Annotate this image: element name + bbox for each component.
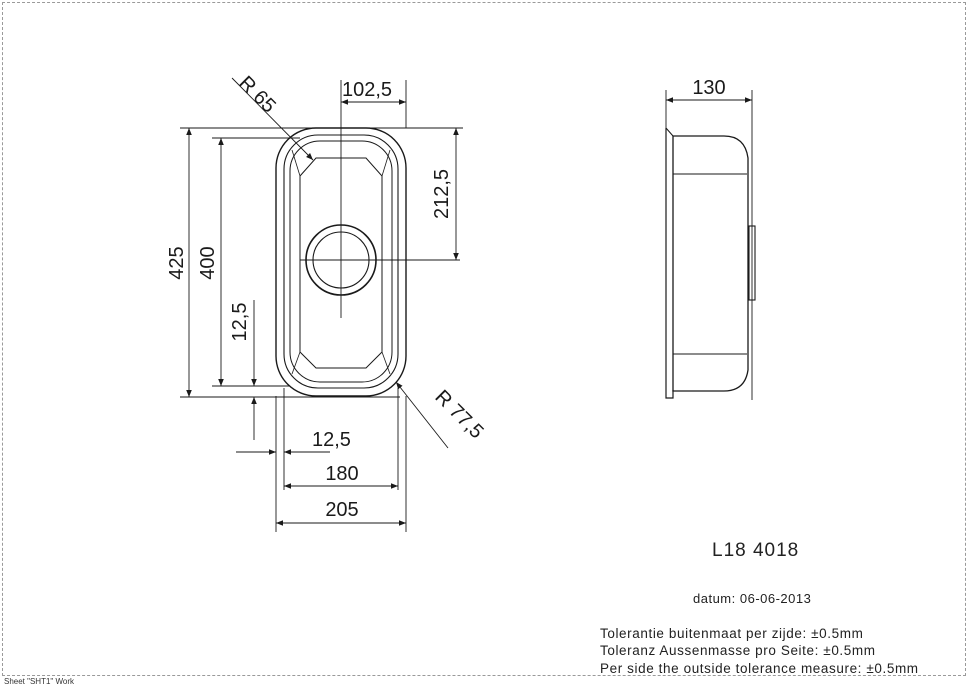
dim-width-inner-label: 180 <box>325 463 359 485</box>
dim-width-outer-label: 205 <box>325 499 359 521</box>
dimension-lines <box>180 78 463 532</box>
dim-depth-label: 130 <box>692 77 726 99</box>
dim-radius-outer-label: R 77,5 <box>430 385 488 444</box>
dim-height-inner-label: 400 <box>197 246 219 280</box>
dim-rim-bottom-label: 12,5 <box>312 429 351 451</box>
dim-height-outer-label: 425 <box>166 246 188 280</box>
tolerance-line-english: Per side the outside tolerance measure: ±0.5mm <box>600 661 919 676</box>
model-number: L18 4018 <box>712 540 800 561</box>
tolerance-line-german: Toleranz Aussenmasse pro Seite: ±0.5mm <box>600 643 876 658</box>
tolerance-line-dutch: Tolerantie buitenmaat per zijde: ±0.5mm <box>600 626 864 641</box>
sink-top-view <box>276 80 460 396</box>
dim-top-width-label: 102,5 <box>342 79 393 101</box>
sheet-footer: Sheet "SHT1" Work <box>4 677 74 686</box>
dim-drain-offset-label: 212,5 <box>431 168 453 220</box>
dim-rim-left-label: 12,5 <box>229 302 251 342</box>
dim-radius-inner-label: R 65 <box>234 71 280 118</box>
drawing-date: datum: 06-06-2013 <box>693 591 812 606</box>
sink-side-view <box>666 90 755 400</box>
